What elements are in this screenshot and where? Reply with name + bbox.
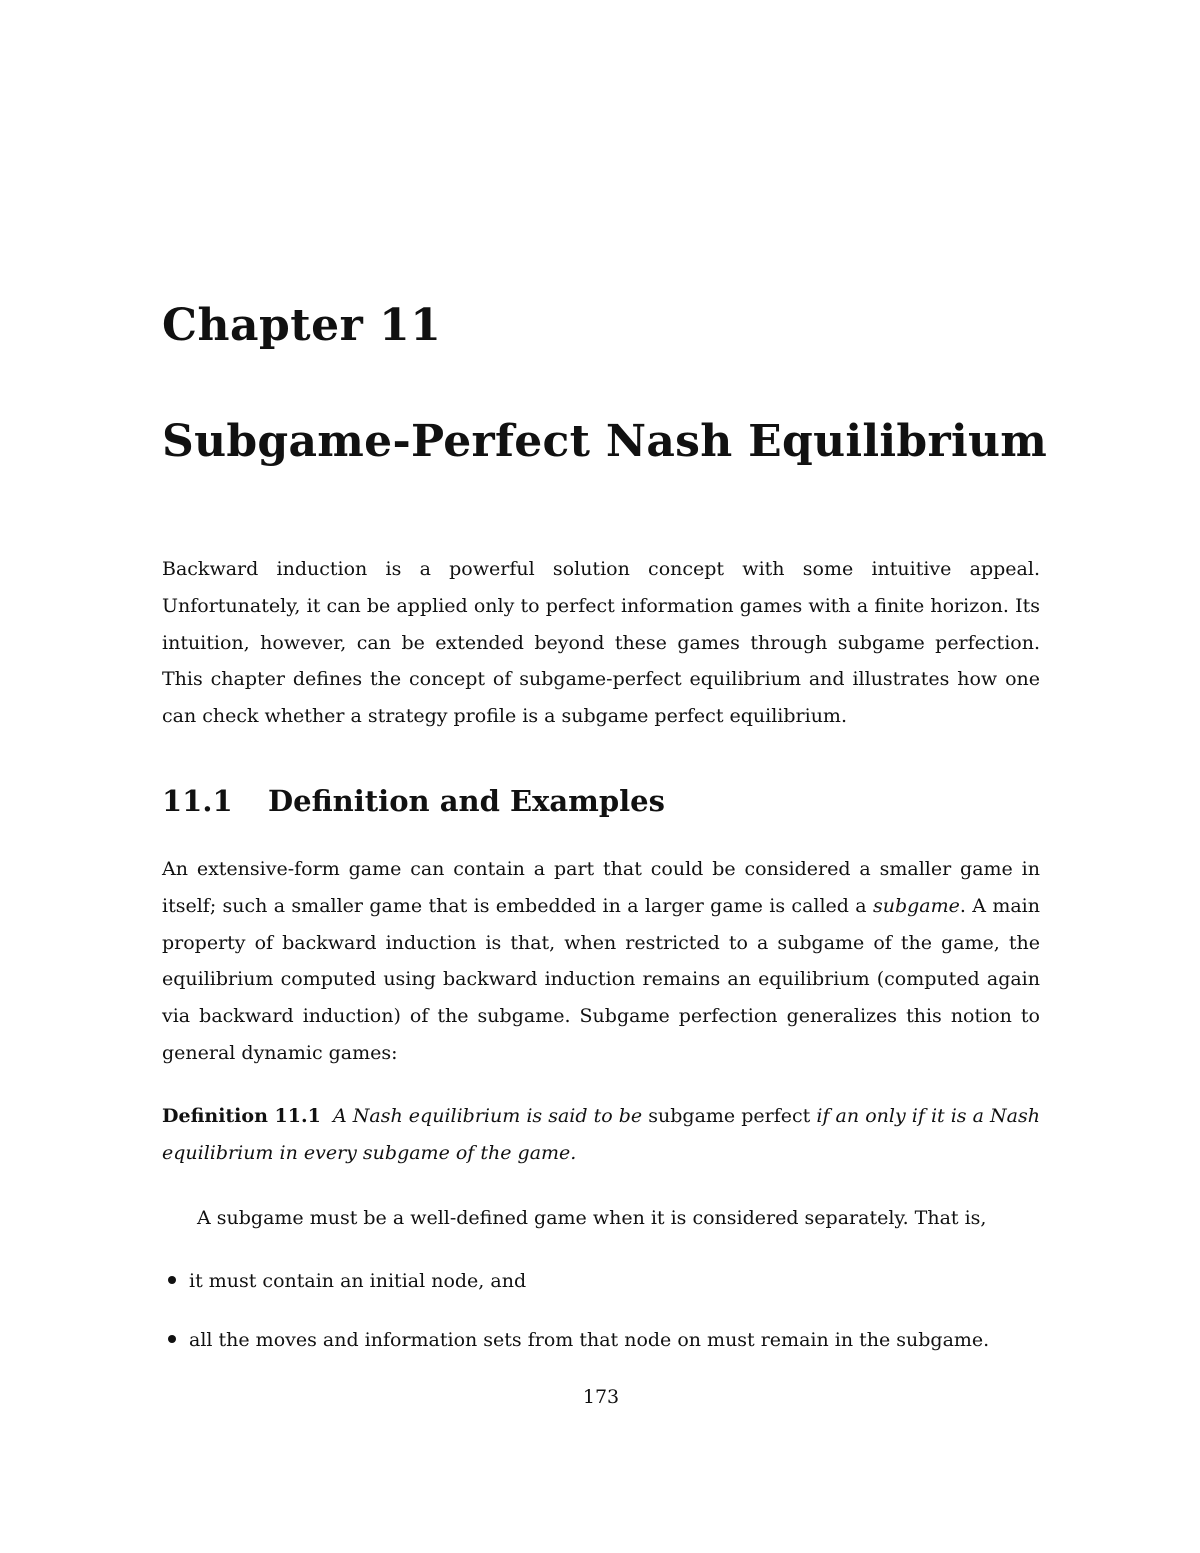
definition-term: subgame perfect — [648, 1105, 811, 1127]
list-item — [162, 1263, 526, 1300]
intro-paragraph: Backward induction is a powerful solution concept with some intuitive appeal. Unfortunately, it can be applied only to perfect information games with a finite horizon. Its intuition, however, can be extended beyond these games through subgame perfection. This chapter defines the concept of subgame-perfect equilibrium and illustrates how one can check whether a strategy profile is a subgame perfect equilibrium. — [162, 558, 1040, 728]
chapter-label: Chapter 11 — [162, 300, 442, 351]
section-paragraph-text-1: An extensive-form game can contain a part that could be considered a smaller game in itself; such a smaller game that is embedded in a larger game is called a — [162, 858, 1040, 917]
page-number: 173 — [582, 1386, 620, 1408]
list-item-text: all the moves and information sets from that node on must remain in the subgame. — [189, 1329, 990, 1351]
subgame-term: subgame — [872, 894, 960, 917]
definition-text-1: A Nash equilibrium is said to be — [332, 1105, 643, 1127]
bullet-icon — [168, 1276, 176, 1284]
section-paragraph — [162, 851, 1040, 1072]
list-item-text: it must contain an initial node, and — [189, 1270, 527, 1292]
section-number: 11.1 — [162, 784, 233, 818]
document-page — [162, 0, 1048, 1553]
definition-label: Definition 11.1 — [162, 1105, 321, 1127]
chapter-title: Subgame-Perfect Nash Equilibrium — [162, 416, 1048, 467]
definition-text-2: if an only if it is a Nash equilibrium in every subgame of the game. — [162, 1105, 1040, 1164]
after-definition-paragraph: A subgame must be a well-defined game when it is considered separately. That is, — [197, 1207, 987, 1229]
list-item — [162, 1322, 989, 1359]
definition-block — [162, 1098, 1040, 1172]
bullet-icon — [168, 1335, 176, 1343]
section-paragraph-text-2: . A main property of backward induction is that, when restricted to a subgame of the game, the equilibrium computed using backward induction remains an equilibrium (computed again via backward induction) of the subgame. Subgame perfection generalizes this notion to general dynamic games: — [162, 894, 1040, 1064]
section-title: Definition and Examples — [268, 784, 665, 818]
section-heading — [162, 784, 665, 818]
